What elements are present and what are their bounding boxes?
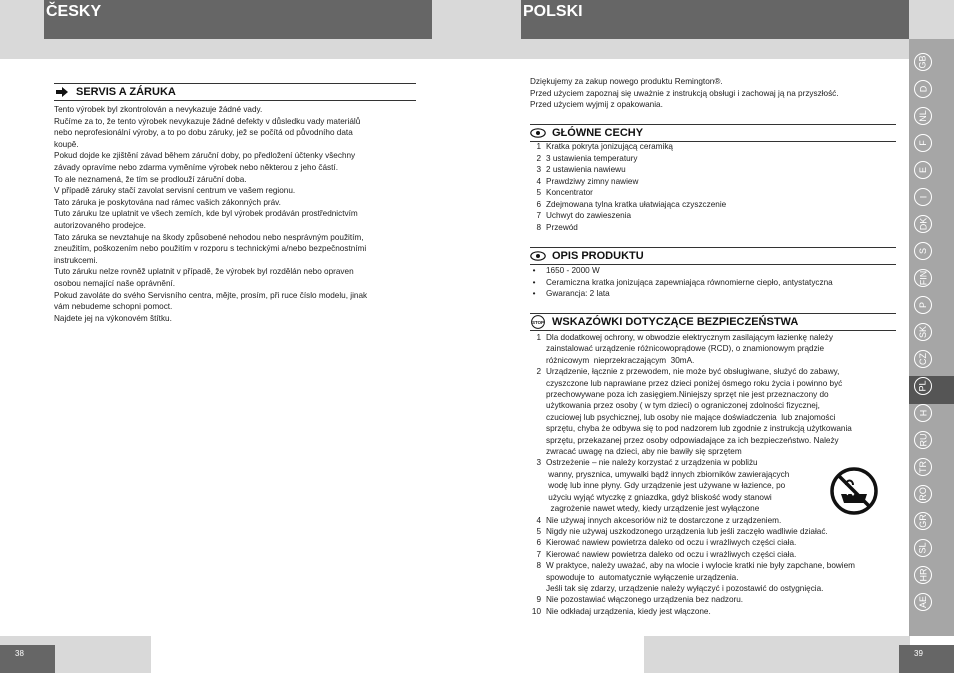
feature-text: 2 ustawienia nawiewu	[546, 165, 626, 174]
bullet-icon: •	[532, 277, 536, 287]
safety-line: spowoduje to automatycznie wyłączenie urządzenia.	[546, 572, 739, 582]
language-tab-i[interactable]	[914, 188, 932, 206]
feature-text: Kratka pokryta jonizującą ceramiką	[546, 142, 673, 151]
warranty-line: osobou nemající naše oprávnění.	[54, 278, 176, 288]
safety-line: Jeśli tak się zdarzy, urządzenie należy wyłączyć i pozostawić do ostygnięcia.	[546, 583, 824, 593]
language-tab-dk[interactable]	[914, 215, 932, 233]
feature-item	[527, 199, 726, 211]
eye-icon	[530, 127, 546, 139]
language-tab-ae[interactable]	[914, 593, 932, 611]
warranty-line: nebo neprofesionální výroby, a to po dobu záruky, jež se počítá od původního data	[54, 128, 353, 138]
warranty-line: závady opravíme nebo zdarma vyměníme výrobek nebo některou z jeho částí.	[54, 162, 338, 172]
safety-line: przechowywane poza ich zasięgiem.Niniejszy sprzęt nie jest przeznaczony do	[546, 390, 829, 400]
warranty-line: Tuto záruku nelze rovněž uplatnit v případě, že výrobek byl rozdělán nebo opraven	[54, 267, 354, 277]
safety-line: Kierować nawiew powietrza daleko od oczu i wrażliwych części ciała.	[546, 549, 797, 559]
safety-text	[546, 606, 711, 617]
safety-item	[527, 526, 855, 537]
warranty-text	[54, 104, 367, 324]
safety-line: Dla dodatkowej ochrony, w obwodzie elektrycznym zasilającym łazienkę należy	[546, 333, 833, 342]
language-tab-d[interactable]	[914, 80, 932, 98]
language-tab-ro[interactable]	[914, 485, 932, 503]
language-tab-f[interactable]	[914, 134, 932, 152]
safety-line: Ostrzeżenie – nie należy korzystać z urządzenia w pobliżu	[546, 458, 758, 468]
language-tab-label: D	[918, 85, 928, 93]
warranty-line: Pokud zavoláte do svého Servisního centra, mějte, prosím, při ruce číslo modelu, jinak	[54, 290, 368, 300]
feature-number: 3	[536, 165, 541, 174]
description-title: OPIS PRODUKTU	[552, 250, 644, 262]
language-tab-label: I	[917, 195, 928, 199]
warranty-line: koupě.	[54, 139, 79, 149]
intro-text	[530, 76, 839, 111]
safety-text	[546, 332, 833, 366]
features-title: GŁÓWNE CECHY	[552, 127, 644, 139]
language-tab-label: GR	[918, 514, 928, 528]
language-tab-fin[interactable]	[914, 269, 932, 287]
language-tab-label: CZ	[918, 353, 928, 365]
feature-number: 6	[536, 199, 541, 209]
safety-line: czyszczone lub naprawiane przez dzieci poniżej ósmego roku życia i powinno być	[546, 378, 843, 388]
warranty-line: V případě záruky stačí zavolat servisní centrum ve vašem regionu.	[54, 186, 296, 196]
feature-text: Koncentrator	[546, 188, 593, 197]
safety-text	[546, 594, 743, 605]
language-tab-label: GB	[917, 55, 928, 69]
safety-number: 4	[536, 515, 541, 525]
language-tab-label: E	[917, 166, 928, 174]
feature-text: Zdejmowana tylna kratka ułatwiająca czyszczenie	[546, 199, 727, 209]
feature-text: Prawdziwy zimny nawiew	[546, 176, 639, 186]
language-tab-label: F	[918, 140, 928, 146]
safety-text	[546, 515, 781, 526]
warranty-line: zneužitím, poškozením nebo použitím v rozporu s technickými a/nebo bezpečnostními	[54, 244, 367, 254]
safety-item	[527, 549, 855, 560]
safety-number: 7	[536, 549, 541, 559]
safety-line: wanny, prysznica, umywalki bądź innych zbiorników zawierających	[546, 469, 790, 479]
service-warranty-title: SERVIS A ZÁRUKA	[76, 86, 176, 98]
safety-line: Nie odkładaj urządzenia, kiedy jest włączone.	[546, 606, 711, 616]
feature-number: 7	[536, 211, 541, 220]
safety-line: W praktyce, należy uważać, aby na wlocie i wylocie kratki nie były zapchane, bowiem	[546, 561, 855, 571]
safety-line: sprzętu, chyba że odbywa się to pod nadzorem lub zgodnie z instrukcją użytkowania	[546, 424, 852, 434]
safety-text	[546, 549, 796, 560]
language-tab-gr[interactable]	[914, 512, 932, 530]
feature-item	[527, 164, 726, 176]
safety-line: Nie pozostawiać włączonego urządzenia bez nadzoru.	[546, 595, 744, 605]
warranty-line: Pokud dojde ke zjištění závad během záruční doby, po předložení účtenky všechny	[54, 151, 356, 161]
language-tab-tr[interactable]	[914, 458, 932, 476]
language-tab-sl[interactable]	[914, 539, 932, 557]
language-tab-label: PL	[917, 380, 928, 392]
stop-icon-text: STOP	[532, 319, 544, 325]
language-tab-label: DK	[917, 217, 928, 231]
safety-item	[527, 594, 855, 605]
language-tab-label: TR	[918, 461, 928, 473]
description-text: Ceramiczna kratka jonizująca zapewniająca równomierne ciepło, antystatyczna	[546, 277, 833, 287]
language-tab-p[interactable]	[914, 296, 932, 314]
description-text: 1650 - 2000 W	[546, 266, 600, 275]
feature-number: 5	[536, 188, 541, 197]
language-tab-label: H	[918, 409, 928, 417]
right-language-title: POLSKI	[521, 0, 909, 39]
safety-line: zagrożenie nawet wtedy, kiedy urządzenie jest wyłączone	[546, 504, 760, 514]
language-tab-label: RO	[918, 487, 928, 501]
service-warranty-header	[54, 83, 416, 101]
warranty-line: To ale neznamená, že tím se prodlouží záruční doba.	[54, 174, 247, 184]
safety-item	[527, 457, 855, 514]
feature-item	[527, 141, 726, 153]
safety-line: czuciowej lub psychicznej, lub osoby nie mające doświadczenia lub znajomości	[546, 412, 836, 422]
description-header	[530, 247, 896, 265]
language-tab-label: FIN	[918, 270, 928, 286]
feature-text: Uchwyt do zawieszenia	[546, 211, 632, 220]
safety-text	[546, 457, 789, 514]
language-tab-label: NL	[917, 110, 928, 122]
safety-line: Nigdy nie używaj uszkodzonego urządzenia lub jeśli zaczęło wadliwie działać.	[546, 526, 828, 536]
description-text: Gwarancja: 2 lata	[546, 289, 610, 298]
feature-text: 3 ustawienia temperatury	[546, 153, 638, 163]
safety-line: zainstalować urządzenie różnicowoprądowe (RCD), o znamionowym prądzie	[546, 344, 825, 354]
warranty-line: autorizovaného prodejce.	[54, 220, 146, 230]
safety-item	[527, 366, 855, 457]
language-tab-label: P	[917, 301, 928, 309]
language-tab-nl[interactable]	[914, 107, 932, 125]
safety-number: 2	[536, 367, 541, 377]
warranty-line: Najdete jej na výkonovém štítku.	[54, 313, 172, 323]
language-tab-label: SL	[917, 542, 928, 554]
language-tab-label: HR	[918, 568, 928, 582]
safety-line: Nie używaj innych akcesoriów niż te dostarczone z urządzeniem.	[546, 515, 782, 525]
safety-text	[546, 537, 796, 548]
stop-icon	[530, 316, 546, 328]
warranty-line: Tuto záruku lze uplatnit ve všech zemích, kde byl výrobek prodáván prostřednictvím	[54, 209, 358, 219]
safety-item	[527, 560, 855, 594]
eye-icon	[530, 250, 546, 262]
safety-line: użytkowania przez osoby ( w tym dzieci) o ograniczonej zdolności fizycznej,	[546, 401, 820, 411]
left-language-title: ČESKY	[44, 0, 432, 39]
safety-item	[527, 515, 855, 526]
language-tab-h[interactable]	[914, 404, 932, 422]
safety-line: różnicowym nieprzekraczającym 30mA.	[546, 355, 695, 365]
safety-text	[546, 560, 855, 594]
safety-text	[546, 526, 828, 537]
language-tab-e[interactable]	[914, 161, 932, 179]
description-item	[527, 277, 833, 289]
language-tab-s[interactable]	[914, 242, 932, 260]
feature-number: 4	[536, 176, 541, 186]
language-tab-ru[interactable]	[914, 431, 932, 449]
safety-header	[530, 313, 896, 331]
no-water-bath-icon	[829, 466, 879, 516]
safety-number: 10	[531, 606, 541, 616]
language-tab-sk[interactable]	[914, 323, 932, 341]
feature-item	[527, 222, 726, 234]
feature-item	[527, 210, 726, 222]
description-list	[527, 265, 833, 300]
safety-number: 3	[536, 458, 541, 468]
language-tab-gb[interactable]	[914, 53, 932, 71]
language-tab-hr[interactable]	[914, 566, 932, 584]
safety-line: zwracać uwagę na dzieci, aby nie bawiły się sprzętem	[546, 447, 742, 457]
feature-number: 2	[536, 153, 541, 163]
safety-item	[527, 537, 855, 548]
safety-line: Urządzenie, łącznie z przewodem, nie może być obsługiwane, służyć do zabawy,	[546, 367, 840, 377]
description-item	[527, 265, 833, 277]
safety-number: 6	[536, 538, 541, 548]
safety-line: użyciu wyjąć wtyczkę z gniazdka, gdyż bliskość wody stanowi	[546, 492, 772, 502]
warranty-line: Tato záruka je poskytována nad rámec vašich zákonných práv.	[54, 197, 281, 207]
safety-line: wodę lub inne płyny. Gdy urządzenie jest używane w łazience, po	[546, 481, 786, 491]
language-tab-label: RU	[918, 433, 928, 447]
language-tab-label: SK	[917, 325, 928, 339]
safety-item	[527, 332, 855, 366]
feature-item	[527, 176, 726, 188]
right-bottom-band	[644, 636, 910, 673]
feature-text: Przewód	[546, 222, 578, 232]
arrow-right-icon	[54, 86, 70, 98]
safety-number: 8	[536, 561, 541, 571]
safety-line: Kierować nawiew powietrza daleko od oczu i wrażliwych części ciała.	[546, 538, 797, 548]
safety-list	[527, 332, 855, 617]
features-list	[527, 141, 726, 233]
warranty-line: Tento výrobek byl zkontrolován a nevykazuje žádné vady.	[54, 105, 263, 114]
feature-number: 8	[536, 222, 541, 232]
intro-line: Przed użyciem zapoznaj się uważnie z instrukcją obsługi i zachowaj ją na przyszłość.	[530, 88, 839, 98]
safety-line: sprzętu, przekazanej przez osoby odpowiadające za ich bezpieczeństwo. Należy	[546, 435, 839, 445]
right-page-number: 39	[899, 645, 954, 673]
safety-item	[527, 606, 855, 617]
warranty-line: Tato záruka se nevztahuje na škody způsobené nehodou nebo nesprávným použitím,	[54, 232, 364, 242]
bullet-icon: •	[532, 289, 536, 298]
safety-title: WSKAZÓWKI DOTYCZĄCE BEZPIECZEŃSTWA	[552, 316, 799, 328]
features-header	[530, 124, 896, 142]
language-tab-label: S	[917, 247, 928, 255]
warranty-line: Ručíme za to, že tento výrobek nevykazuje žádné defekty v důsledku vady materiálů	[54, 116, 361, 126]
language-tab-label: AE	[917, 595, 928, 609]
intro-line: Przed użyciem wyjmij z opakowania.	[530, 100, 663, 110]
warranty-line: instrukcemi.	[54, 255, 98, 265]
safety-number: 9	[536, 595, 541, 605]
warranty-line: vám nebudeme schopni pomoct.	[54, 302, 173, 312]
intro-line: Dziękujemy za zakup nowego produktu Remington®.	[530, 77, 723, 86]
left-page-number: 38	[0, 645, 55, 673]
language-tab-pl[interactable]	[914, 377, 932, 395]
language-tab-cz[interactable]	[914, 350, 932, 368]
feature-item	[527, 153, 726, 165]
bullet-icon: •	[532, 266, 536, 275]
feature-item	[527, 187, 726, 199]
description-item	[527, 288, 833, 300]
safety-text	[546, 366, 852, 457]
safety-number: 1	[536, 333, 541, 342]
safety-number: 5	[536, 526, 541, 536]
feature-number: 1	[536, 142, 541, 151]
